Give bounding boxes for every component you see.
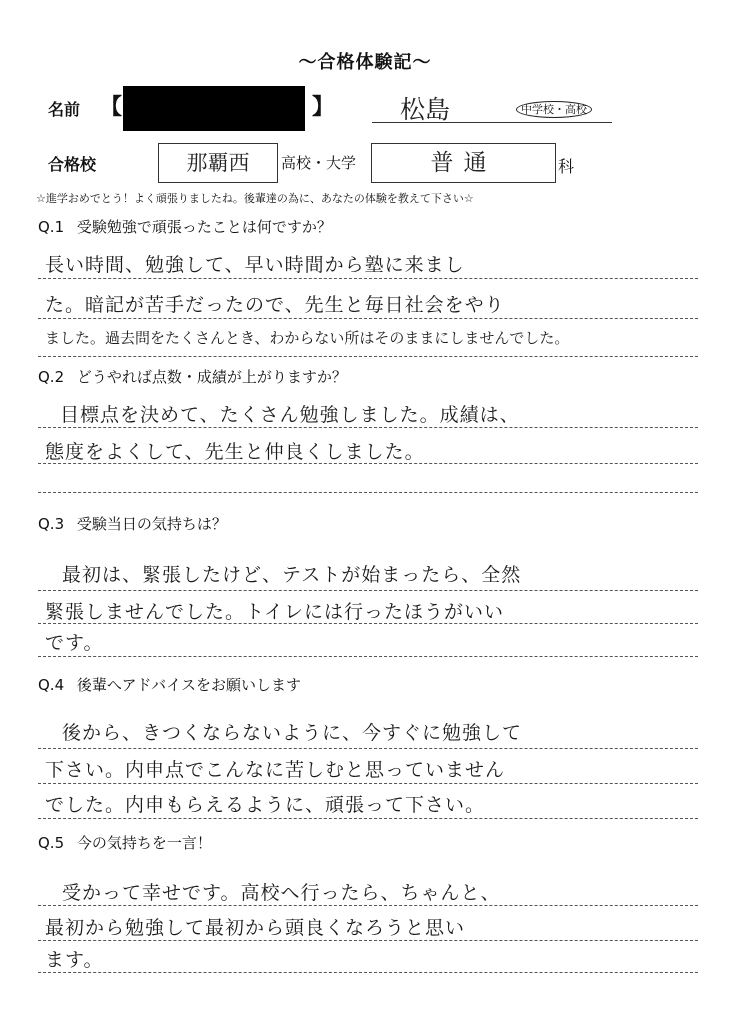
question-text: 受験勉強で頑張ったことは何ですか？ <box>76 218 332 236</box>
answer-line: 下さい。内申点でこんなに苦しむと思っていません <box>45 759 506 781</box>
question-number: Q.1 <box>38 218 65 236</box>
course-suffix: 科 <box>558 157 575 176</box>
page-title: 〜合格体験記〜 <box>298 52 432 73</box>
answer-line: た。暗記が苦手だったので、先生と毎日社会をやり <box>45 294 505 316</box>
answer-line: 態度をよくして、先生と仲良くしました。 <box>45 441 425 463</box>
ruled-line <box>38 818 698 819</box>
ruled-line <box>38 905 698 906</box>
current-school-handwritten: 松島 <box>400 95 451 124</box>
question-1 <box>38 216 332 237</box>
passed-school-label: 合格校 <box>48 155 97 174</box>
intro-note: ☆進学おめでとう！よく頑張りましたね。後輩達の為に、あなたの体験を教えて下さい☆ <box>36 192 474 205</box>
school-type-options <box>516 101 592 117</box>
answer-line: でした。内申もらえるように、頑張って下さい。 <box>45 794 486 816</box>
question-3 <box>38 513 227 534</box>
ruled-line <box>38 972 698 973</box>
question-number: Q.4 <box>38 676 65 694</box>
answer-line: 最初から勉強して最初から頭良くなろうと思い <box>45 917 466 939</box>
name-label: 名前 <box>48 100 81 119</box>
passed-school-box <box>158 143 278 183</box>
question-text: 受験当日の気持ちは？ <box>76 515 227 533</box>
ruled-line <box>38 427 698 428</box>
course-box <box>371 143 556 183</box>
passed-school-name: 那覇西 <box>186 151 250 175</box>
ruled-line <box>38 748 698 749</box>
question-text: 後輩へアドバイスをお願いします <box>76 676 302 694</box>
answer-line: 後から、きつくならないように、今すぐに勉強して <box>62 722 523 744</box>
ruled-line <box>38 656 698 657</box>
question-number: Q.2 <box>38 368 65 386</box>
ruled-line <box>38 492 698 493</box>
ruled-line <box>38 318 698 319</box>
passed-school-suffix: 高校・大学 <box>281 154 357 172</box>
answer-line: です。 <box>45 632 104 654</box>
ruled-line <box>38 623 698 624</box>
ruled-line <box>38 356 698 357</box>
school-type-circled: 中学校・高校 <box>516 101 592 118</box>
ruled-line <box>38 590 698 591</box>
ruled-line <box>38 278 698 279</box>
question-text: 今の気持ちを一言！ <box>76 834 212 852</box>
answer-line: ました。過去問をたくさんとき、わからない所はそのままにしませんでした。 <box>45 329 570 347</box>
answer-line: ます。 <box>45 949 104 971</box>
ruled-line <box>38 940 698 941</box>
answer-line: 緊張しませんでした。トイレには行ったほうがいい <box>45 601 505 623</box>
question-2 <box>38 366 347 387</box>
question-4 <box>38 674 301 695</box>
name-bracket-close: 】 <box>312 95 335 120</box>
answer-line: 長い時間、勉強して、早い時間から塾に来まし <box>45 254 465 276</box>
redacted-name <box>123 86 305 131</box>
answer-line: 最初は、緊張したけど、テストが始まったら、全然 <box>62 564 522 586</box>
name-bracket-open: 【 <box>100 95 123 120</box>
ruled-line <box>38 783 698 784</box>
question-text: どうやれば点数・成績が上がりますか？ <box>76 368 347 386</box>
question-5 <box>38 832 212 853</box>
ruled-line <box>38 463 698 464</box>
question-number: Q.5 <box>38 834 65 852</box>
answer-line: 目標点を決めて、たくさん勉強しました。成績は、 <box>60 404 520 426</box>
question-number: Q.3 <box>38 515 65 533</box>
answer-line: 受かって幸せです。高校へ行ったら、ちゃんと、 <box>62 882 501 904</box>
course-name: 普通 <box>430 150 497 176</box>
